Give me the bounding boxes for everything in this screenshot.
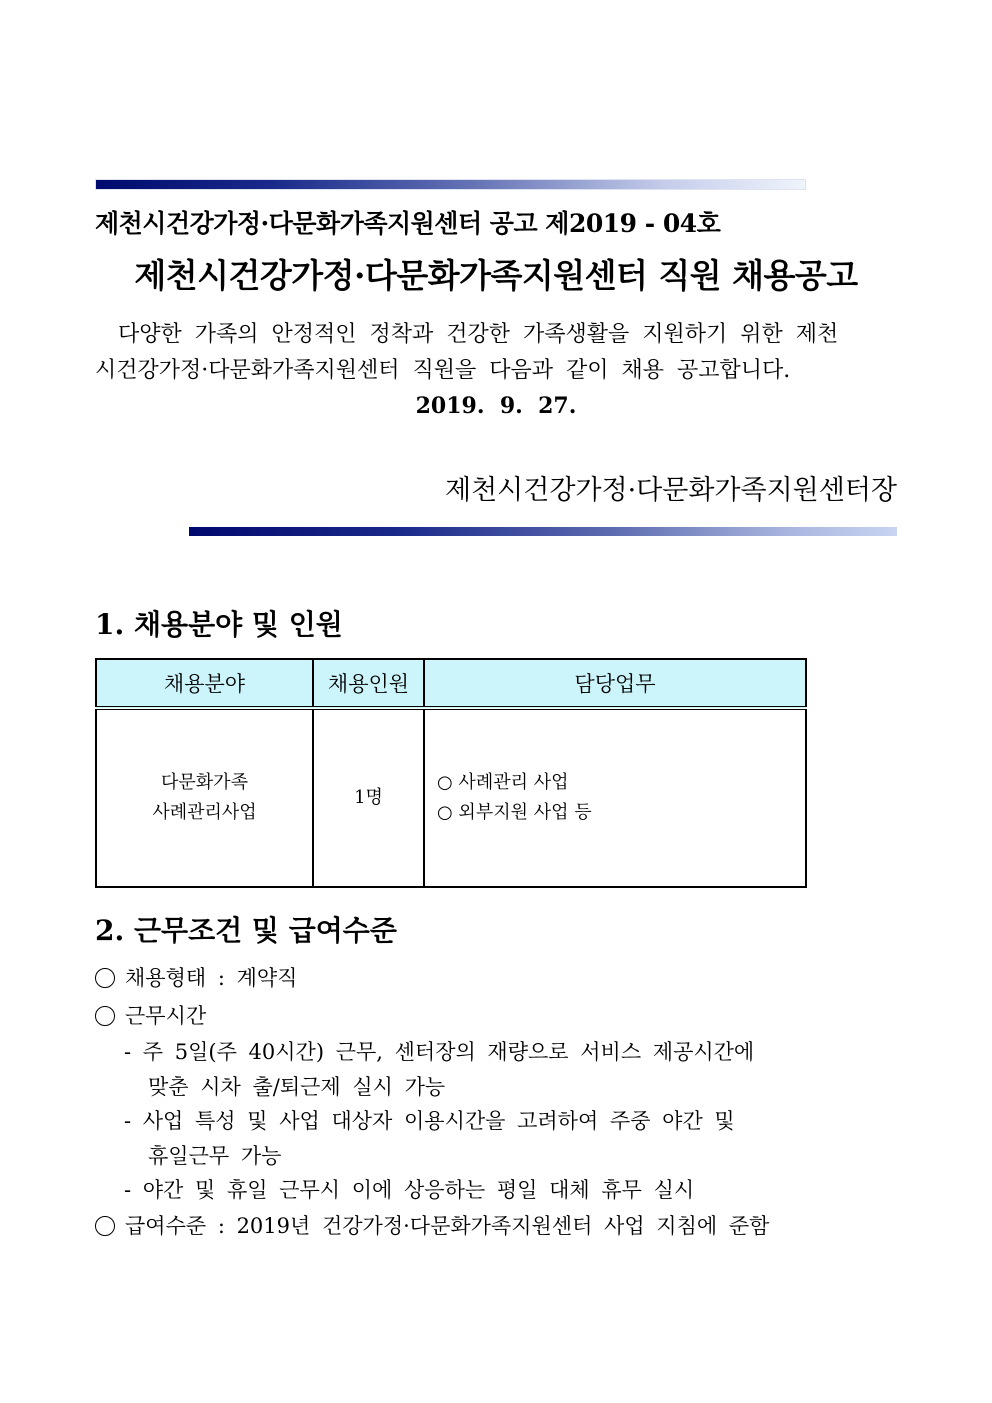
- section-1-heading: 1. 채용분야 및 인원: [95, 608, 343, 641]
- list-item: - 사업 특성 및 사업 대상자 이용시간을 고려하여 주중 야간 및: [124, 1109, 735, 1133]
- cell-count: 1명: [313, 708, 424, 887]
- top-gradient-bar: [95, 179, 806, 190]
- intro-line-1: 다양한 가족의 안정적인 정착과 건강한 가족생활을 지원하기 위한 제천: [118, 322, 839, 347]
- list-item: 휴일근무 가능: [148, 1144, 282, 1168]
- list-item: 근무시간: [95, 1000, 206, 1030]
- table-row: [96, 708, 806, 887]
- section-2-heading: 2. 근무조건 및 급여수준: [95, 914, 397, 947]
- duty-item: ○ 외부지원 사업 등: [437, 802, 592, 823]
- cell-field: [96, 708, 313, 887]
- list-item: 채용형태 : 계약직: [95, 962, 297, 992]
- bottom-gradient-bar: [189, 527, 897, 536]
- header-duties: 담당업무: [424, 659, 806, 708]
- list-item: - 야간 및 휴일 근무시 이에 상응하는 평일 대체 휴무 실시: [124, 1178, 695, 1202]
- notice-number: 제천시건강가정·다문화가족지원센터 공고 제2019 - 04호: [95, 209, 721, 238]
- header-field: 채용분야: [96, 659, 313, 708]
- page-title: 제천시건강가정·다문화가족지원센터 직원 채용공고: [134, 256, 858, 295]
- list-item: 급여수준 : 2019년 건강가정·다문화가족지원센터 사업 지침에 준함: [95, 1210, 769, 1240]
- duty-item: ○ 사례관리 사업: [437, 772, 569, 793]
- cell-duties: [424, 708, 806, 887]
- issuer-name: 제천시건강가정·다문화가족지원센터장: [445, 475, 897, 506]
- header-count: 채용인원: [313, 659, 424, 708]
- table-header-row: [96, 659, 806, 708]
- circle-bullet-icon: [95, 968, 115, 988]
- intro-line-2: 시건강가정·다문화가족지원센터 직원을 다음과 같이 채용 공고합니다.: [95, 358, 791, 383]
- field-line-2: 사례관리사업: [152, 802, 257, 823]
- list-item: 맞춘 시차 출/퇴근제 실시 가능: [148, 1075, 446, 1099]
- circle-bullet-icon: [95, 1006, 115, 1026]
- recruitment-table: [95, 658, 807, 888]
- circle-bullet-icon: [95, 1216, 115, 1236]
- notice-date: 2019. 9. 27.: [415, 393, 577, 419]
- list-item: - 주 5일(주 40시간) 근무, 센터장의 재량으로 서비스 제공시간에: [124, 1040, 755, 1064]
- field-line-1: 다문화가족: [161, 772, 248, 793]
